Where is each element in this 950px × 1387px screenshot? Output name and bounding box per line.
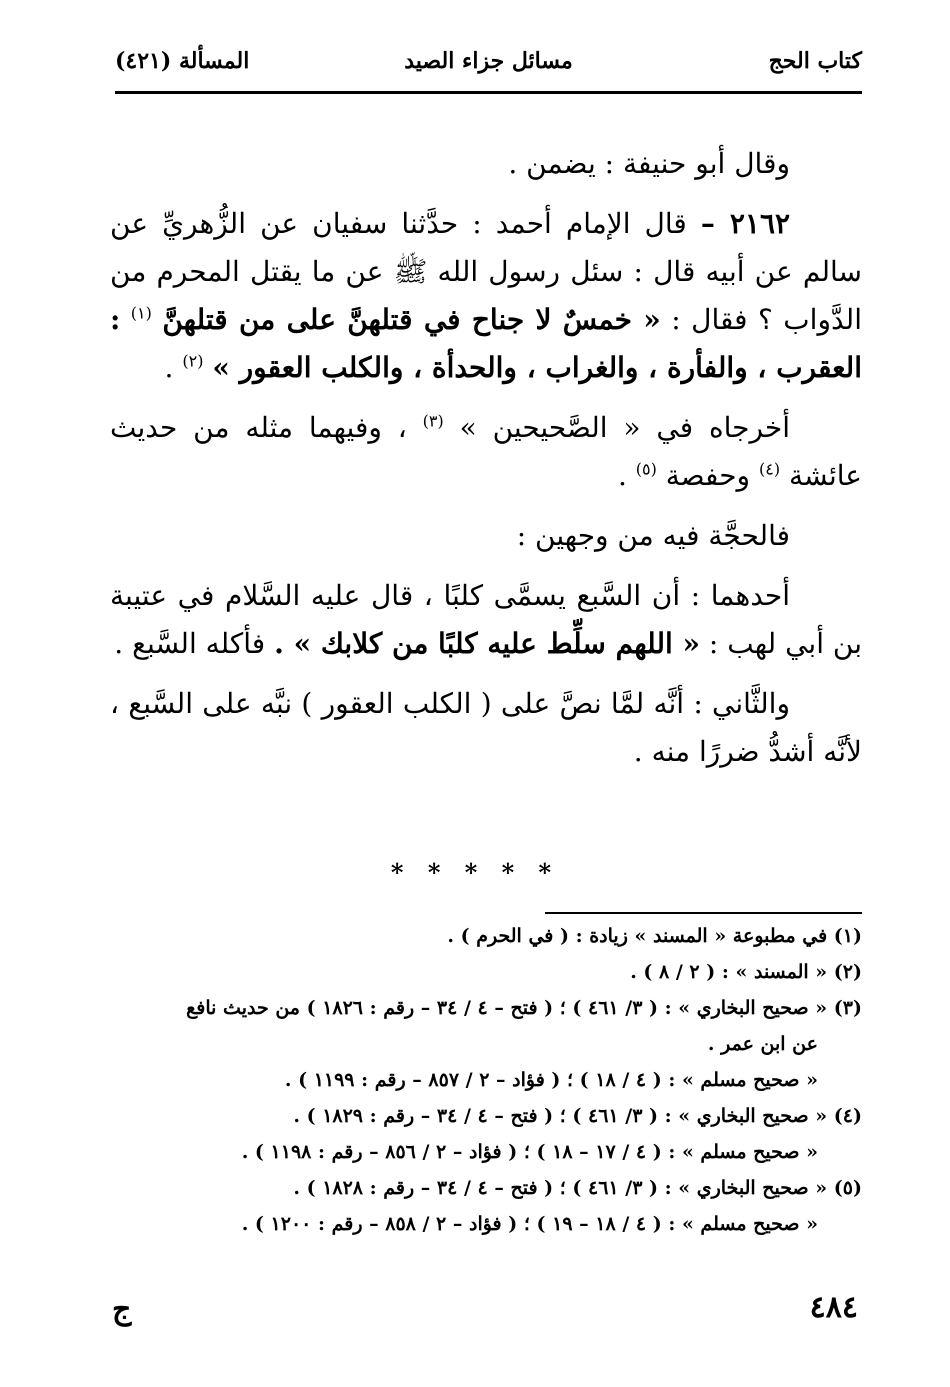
paragraph-second-aspect [110,680,862,776]
hadith-matn: « خمسٌ لا جناح في قتلهنَّ على من قتلهنَّ [162,303,661,336]
paragraph-hadith-2162 [110,200,862,392]
hadith-isnad: قال الإمام أحمد : حدَّثنا سفيان عن الزُّهريِّ عن سالم عن أبيه قال : سئل رسول الله ﷺ عن ما يقتل المحرم من الدَّواب ؟ فقال : [110,207,862,336]
footnote-3-muslim: « صحيح مسلم » : ( ٤ / ١٨ ) ؛ ( فؤاد – ٢ / ٨٥٧ – رقم : ١١٩٩ ) . [284,1069,818,1091]
takhrij-text-cont: ، وفيهما مثله من حديث عائشة [110,411,862,492]
first-aspect-end: فأكله السَّبع . [114,627,266,660]
paragraph-two-aspects [110,512,862,560]
paragraph-text: وقال أبو حنيفة : يضمن . [508,147,790,180]
footnotes [110,918,862,1242]
main-text [110,140,862,788]
header-book-title: كتاب الحج [768,48,862,74]
signature-mark: ج [112,1292,132,1327]
paragraph-text: فالحجَّة فيه من وجهين : [516,519,790,552]
paragraph-abu-hanifa [110,140,862,188]
section-divider-stars: * * * * * [390,858,560,887]
hadith-number: ٢١٦٢ – [700,207,791,240]
footnote-4-muslim: « صحيح مسلم » : ( ٤ / ١٧ – ١٨ ) ؛ ( فؤاد – ٢ / ٨٥٦ – رقم : ١١٩٨ ) . [241,1141,818,1163]
footnote-1: (١) في مطبوعة « المسند » زيادة : ( في الحرم ) . [447,925,862,947]
paragraph-end-mark: . [164,351,174,384]
footnote-ref-1: (١) [130,303,152,323]
footnote-ref-4: (٤) [758,459,781,479]
header-issue-number: المسألة (٤٢١) [115,48,250,74]
footnote-rule [545,912,862,914]
page-number: ٤٨٤ [809,1290,858,1325]
footnote-5: (٥) « صحيح البخاري » : ( ٣/ ٤٦١ ) ؛ ( فتح – ٤ / ٣٤ – رقم : ١٨٢٨ ) . [293,1177,862,1199]
paragraph-first-aspect [110,572,862,668]
footnote-3: (٣) « صحيح البخاري » : ( ٣/ ٤٦١ ) ؛ ( فتح – ٤ / ٣٤ – رقم : ١٨٢٦ ) من حديث نافع [186,997,862,1019]
paragraph-takhrij [110,404,862,500]
running-header [115,48,862,84]
footnote-4: (٤) « صحيح البخاري » : ( ٣/ ٤٦١ ) ؛ ( فتح – ٤ / ٣٤ – رقم : ١٨٢٩ ) . [293,1105,862,1127]
paragraph-text: والثَّاني : أنَّه لمَّا نصَّ على ( الكلب العقور ) نبَّه على السَّبع ، لأنَّه أشدُّ ضررًا منه . [110,687,862,768]
prophetic-supplication: « اللهم سلِّط عليه كلبًا من كلابك » . [274,627,700,660]
takhrij-text: أخرجاه في « الصَّحيحين » [459,411,790,444]
header-chapter-title: مسائل جزاء الصيد [404,48,573,74]
footnote-ref-2: (٢) [182,351,204,371]
header-rule [115,91,862,94]
footnote-ref-3: (٣) [422,411,444,431]
takhrij-hafsa: وحفصة [665,459,751,492]
footnote-2: (٢) « المسند » : ( ٢ / ٨ ) . [630,961,862,983]
hadith-matn-cont: : العقرب ، والفأرة ، والغراب ، والحدأة ، والكلب العقور » [110,303,862,384]
footnote-3-cont: عن ابن عمر . [707,1033,818,1055]
footnote-5-muslim: « صحيح مسلم » : ( ٤ / ١٨ – ١٩ ) ؛ ( فؤاد – ٢ / ٨٥٨ – رقم : ١٢٠٠ ) . [241,1213,818,1235]
paragraph-end-mark: . [617,459,627,492]
first-aspect-text: أحدهما : أن السَّبع يسمَّى كلبًا ، قال عليه السَّلام في عتيبة بن أبي لهب : [110,579,862,660]
footnote-ref-5: (٥) [635,459,657,479]
